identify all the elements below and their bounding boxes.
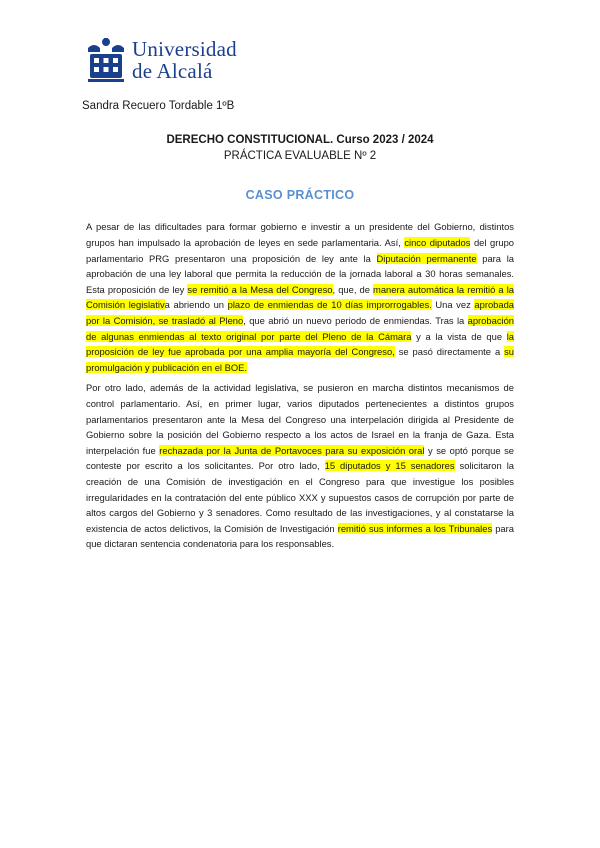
highlighted-text: remitió sus informes a los Tribunales <box>337 522 493 534</box>
highlighted-text: 15 diputados y 15 senadores <box>324 460 455 472</box>
highlighted-text: manera automática la remitió a la Comisión legislativ <box>86 283 514 311</box>
highlighted-text: Diputación permanente <box>376 252 477 264</box>
text-segment: solicitaron la creación de una Comisión de investigación en el Congreso para que investigue los posibles irregularidades en la contratación del ente público XXX y supuestos casos de corrupción por parte de altos cargos del Gobierno y 3 senadores. Como resultado de las investigaciones, y al constatarse la existencia de actos delictivos, la Comisión de Investigación <box>86 460 515 534</box>
university-crest-icon <box>84 36 128 84</box>
highlighted-text: la proposición de ley fue aprobada por una amplia mayoría del Congreso, <box>86 330 515 358</box>
highlighted-text: cinco diputados <box>404 236 471 248</box>
highlighted-text: se remitió a la Mesa del Congreso <box>187 283 333 295</box>
paragraph-legislative <box>86 219 514 375</box>
text-segment: A pesar de las dificultades para formar gobierno e investir a un presidente del Gobierno, distintos grupos han impulsado la aprobación de leyes en sede parlamentaria. Así, <box>86 221 514 248</box>
text-segment: se pasó directamente a <box>394 346 505 358</box>
text-segment: para la aprobación de una ley laboral que permita la reducción de la jornada laboral a 30 horas semanales. Esta proposición de ley <box>86 252 514 295</box>
highlighted-text: rechazada por la Junta de Portavoces para su exposición oral <box>159 444 425 456</box>
highlighted-text: aprobación de algunas enmiendas al texto original por parte del Pleno de la Cámara <box>86 314 515 342</box>
university-name <box>132 38 237 82</box>
highlighted-text: plazo de enmiendas de 10 días improrrogables. <box>227 299 432 311</box>
text-segment: y a la vista de que <box>411 330 507 342</box>
text-segment: Por otro lado, además de la actividad legislativa, se pusieron en marcha distintos mecanismos de control parlamentario. Así, en primer lugar, varios diputados pertenecientes a distintos grupos parlamentarios presentaron ante la Mesa del Congreso una interpelación dirigida al Presidente de Gobierno sobre la posición del Gobierno respecto a los actos de Israel en la franja de Gaza. Esta interpelación fue <box>86 382 514 456</box>
text-segment: a abriendo un <box>164 299 228 311</box>
highlighted-text: aprobada por la Comisión, se trasladó al Pleno <box>86 299 515 326</box>
text-segment: , que abrió un nuevo periodo de enmiendas. Tras la <box>243 314 468 326</box>
text-segment: , que, de <box>332 283 374 295</box>
text-segment: del grupo parlamentario PRG presentaron una proposición de ley ante la <box>86 236 514 264</box>
university-name-line2: de Alcalá <box>132 59 213 83</box>
author-line: Sandra Recuero Tordable 1ºB <box>82 100 235 112</box>
university-name-line1: Universidad <box>132 37 237 61</box>
university-logo <box>84 36 244 88</box>
highlighted-text: su promulgación y publicación en el BOE. <box>86 346 514 373</box>
paragraph-control <box>86 380 514 552</box>
text-segment: Una vez <box>431 299 475 311</box>
document-title: DERECHO CONSTITUCIONAL. Curso 2023 / 2024 <box>166 134 434 146</box>
document-subtitle: PRÁCTICA EVALUABLE Nº 2 <box>223 150 377 162</box>
text-segment: para que dictaran sentencia condenatoria para los responsables. <box>86 522 514 550</box>
text-segment: y se optó porque se conteste por escrito a los solicitantes. Por otro lado, <box>86 444 514 472</box>
case-heading: CASO PRÁCTICO <box>245 188 355 202</box>
